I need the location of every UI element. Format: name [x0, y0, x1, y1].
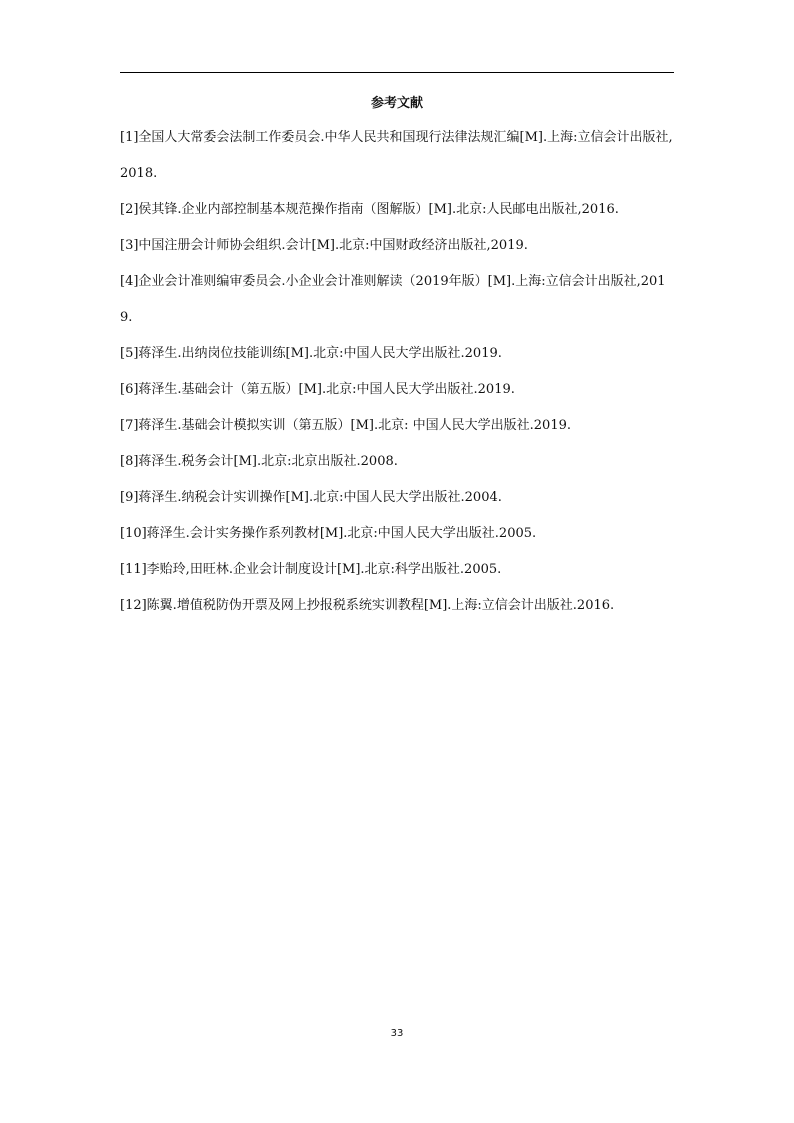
- reference-item-7: [7]蒋泽生.基础会计模拟实训（第五版）[M].北京: 中国人民大学出版社.2019.: [120, 418, 571, 433]
- reference-item-2: [2]侯其锋.企业内部控制基本规范操作指南（图解版）[M].北京:人民邮电出版社,2016.: [120, 202, 619, 217]
- reference-list: [120, 120, 676, 624]
- reference-item-11: [11]李贻玲,田旺林.企业会计制度设计[M].北京:科学出版社.2005.: [120, 562, 502, 577]
- reference-item-3: [3]中国注册会计师协会组织.会计[M].北京:中国财政经济出版社,2019.: [120, 238, 528, 253]
- reference-item-4: [4]企业会计准则编审委员会.小企业会计准则解读（2019年版）[M].上海:立信会计出版社,2019.: [120, 274, 666, 325]
- page-number: 33: [390, 1028, 404, 1039]
- reference-item-6: [6]蒋泽生.基础会计（第五版）[M].北京:中国人民大学出版社.2019.: [120, 382, 515, 397]
- reference-item-10: [10]蒋泽生.会计实务操作系列教材[M].北京:中国人民大学出版社.2005.: [120, 526, 537, 541]
- reference-item-12: [12]陈翼.增值税防伪开票及网上抄报税系统实训教程[M].上海:立信会计出版社.2016.: [120, 598, 615, 613]
- reference-item-8: [8]蒋泽生.税务会计[M].北京:北京出版社.2008.: [120, 454, 398, 469]
- reference-item-5: [5]蒋泽生.出纳岗位技能训练[M].北京:中国人民大学出版社.2019.: [120, 346, 502, 361]
- page-title: 参考文献: [370, 96, 423, 111]
- header-rule: [120, 72, 674, 73]
- reference-item-1: [1]全国人大常委会法制工作委员会.中华人民共和国现行法律法规汇编[M].上海:立信会计出版社,2018.: [120, 130, 673, 181]
- reference-item-9: [9]蒋泽生.纳税会计实训操作[M].北京:中国人民大学出版社.2004.: [120, 490, 502, 505]
